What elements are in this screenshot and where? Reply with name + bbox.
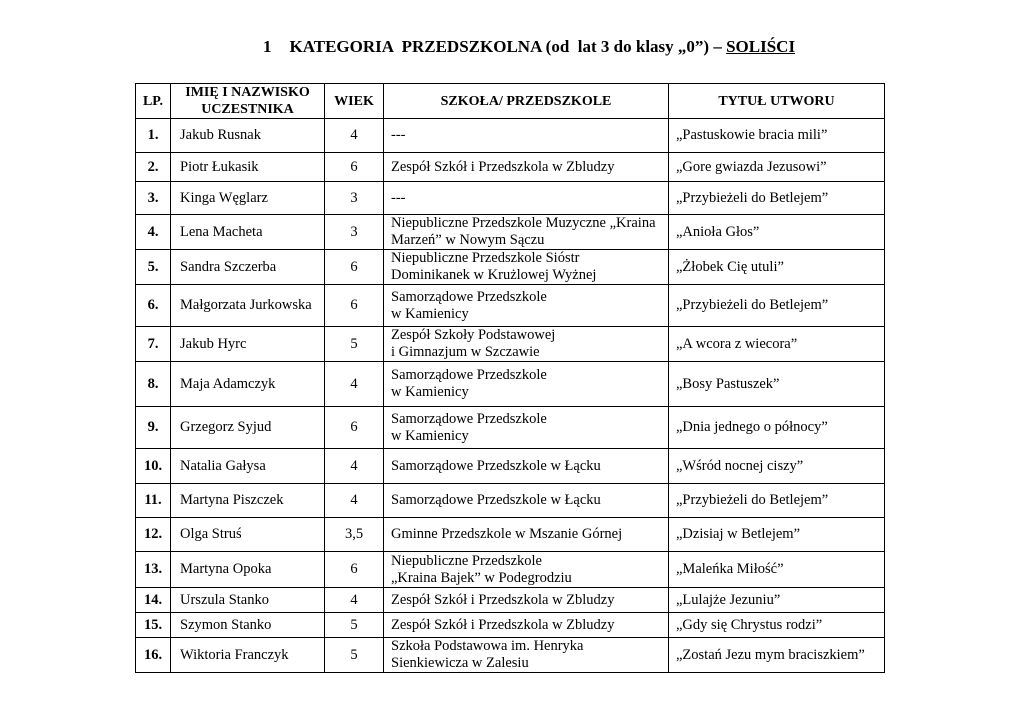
school-cell: [384, 552, 669, 588]
participant-name: Urszula Stanko: [171, 588, 325, 613]
school-line: w Kamienicy: [391, 427, 469, 444]
school-line: Niepubliczne Przedszkole: [391, 552, 542, 569]
school-line: Samorządowe Przedszkole: [391, 367, 547, 383]
school-line: Niepubliczne Przedszkole Sióstr: [391, 250, 580, 266]
song-title: „Lulajże Jezuniu”: [669, 588, 885, 613]
song-title: „Dnia jednego o północy”: [669, 407, 885, 449]
school-cell: [384, 215, 669, 250]
song-title: „Przybieżeli do Betlejem”: [669, 182, 885, 215]
participant-name: Kinga Węglarz: [171, 182, 325, 215]
participant-age: 5: [325, 327, 384, 362]
row-number: 2.: [136, 153, 171, 182]
participant-name: Wiktoria Franczyk: [171, 638, 325, 673]
school-line: Samorządowe Przedszkole w Łącku: [391, 492, 601, 508]
song-title: „Przybieżeli do Betlejem”: [669, 484, 885, 518]
participant-age: 5: [325, 613, 384, 638]
song-title: „Wśród nocnej ciszy”: [669, 449, 885, 484]
song-title: „Gore gwiazda Jezusowi”: [669, 153, 885, 182]
school-line: Samorządowe Przedszkole w Łącku: [391, 457, 601, 474]
participant-age: 6: [325, 552, 384, 588]
row-number: 8.: [136, 362, 171, 407]
participant-age: 4: [325, 362, 384, 407]
school-cell: [384, 119, 669, 153]
school-cell: [384, 250, 669, 285]
table-row: [136, 182, 885, 215]
row-number: 4.: [136, 215, 171, 250]
table-row: [136, 613, 885, 638]
row-number: 3.: [136, 182, 171, 215]
row-number: 13.: [136, 552, 171, 588]
header-name-line2: UCZESTNIKA: [201, 102, 294, 117]
school-line: ---: [391, 127, 406, 143]
table-row: [136, 285, 885, 327]
header-row: [136, 84, 885, 119]
header-lp: LP.: [136, 84, 171, 119]
table-row: [136, 638, 885, 673]
school-line: w Kamienicy: [391, 384, 469, 400]
song-title: „Anioła Głos”: [669, 215, 885, 250]
school-cell: [384, 285, 669, 327]
row-number: 11.: [136, 484, 171, 518]
header-name-line1: IMIĘ I NAZWISKO: [185, 85, 310, 100]
table-row: [136, 250, 885, 285]
row-number: 12.: [136, 518, 171, 552]
song-title: „Dzisiaj w Betlejem”: [669, 518, 885, 552]
school-line: Zespół Szkoły Podstawowej: [391, 327, 556, 343]
song-title: „Maleńka Miłość”: [669, 552, 885, 588]
participant-name: Małgorzata Jurkowska: [171, 285, 325, 327]
song-title: „Pastuskowie bracia mili”: [669, 119, 885, 153]
song-title: „A wcora z wiecora”: [669, 327, 885, 362]
song-title: „Przybieżeli do Betlejem”: [669, 285, 885, 327]
participant-name: Lena Macheta: [171, 215, 325, 250]
row-number: 16.: [136, 638, 171, 673]
table-row: [136, 484, 885, 518]
table-row: [136, 327, 885, 362]
school-cell: [384, 362, 669, 407]
participant-age: 4: [325, 484, 384, 518]
table-row: [136, 215, 885, 250]
school-cell: [384, 518, 669, 552]
table-header: [136, 84, 885, 119]
school-line: Niepubliczne Przedszkole Muzyczne „Kraina: [391, 215, 656, 231]
participant-age: 3: [325, 215, 384, 250]
participant-name: Olga Struś: [171, 518, 325, 552]
participant-name: Martyna Piszczek: [171, 484, 325, 518]
row-number: 9.: [136, 407, 171, 449]
school-line: Samorządowe Przedszkole: [391, 410, 547, 427]
participant-age: 6: [325, 407, 384, 449]
participant-age: 6: [325, 250, 384, 285]
school-cell: [384, 484, 669, 518]
row-number: 7.: [136, 327, 171, 362]
participant-age: 6: [325, 285, 384, 327]
school-line: Zespół Szkół i Przedszkola w Zbludzy: [391, 158, 615, 175]
table-row: [136, 449, 885, 484]
school-cell: [384, 153, 669, 182]
table-row: [136, 119, 885, 153]
school-line: Samorządowe Przedszkole: [391, 288, 547, 305]
participant-name: Sandra Szczerba: [171, 250, 325, 285]
school-line: Marzeń” w Nowym Sączu: [391, 232, 545, 248]
school-line: Sienkiewicza w Zalesiu: [391, 655, 529, 671]
school-cell: [384, 182, 669, 215]
participant-name: Martyna Opoka: [171, 552, 325, 588]
school-cell: [384, 638, 669, 673]
participant-name: Maja Adamczyk: [171, 362, 325, 407]
category-title: KATEGORIA PRZEDSZKOLNA (od lat 3 do klasy „0”) –: [289, 37, 727, 56]
table-row: [136, 588, 885, 613]
category-number: 1: [263, 37, 272, 56]
table-row: [136, 153, 885, 182]
header-song: TYTUŁ UTWORU: [669, 84, 885, 119]
table-body: [136, 119, 885, 673]
school-cell: [384, 449, 669, 484]
school-cell: [384, 407, 669, 449]
table-row: [136, 362, 885, 407]
school-line: „Kraina Bajek” w Podegrodziu: [391, 569, 572, 586]
row-number: 10.: [136, 449, 171, 484]
row-number: 14.: [136, 588, 171, 613]
participant-name: Szymon Stanko: [171, 613, 325, 638]
school-line: i Gimnazjum w Szczawie: [391, 344, 540, 360]
table-row: [136, 552, 885, 588]
school-line: Zespół Szkół i Przedszkola w Zbludzy: [391, 616, 615, 633]
school-line: Gminne Przedszkole w Mszanie Górnej: [391, 526, 623, 542]
row-number: 5.: [136, 250, 171, 285]
school-line: ---: [391, 189, 406, 206]
participant-name: Piotr Łukasik: [171, 153, 325, 182]
school-line: Szkoła Podstawowa im. Henryka: [391, 638, 584, 654]
school-cell: [384, 613, 669, 638]
participant-age: 4: [325, 119, 384, 153]
category-type: SOLIŚCI: [726, 37, 796, 56]
row-number: 15.: [136, 613, 171, 638]
page-title: [263, 37, 795, 57]
row-number: 1.: [136, 119, 171, 153]
school-line: w Kamienicy: [391, 305, 469, 322]
header-name: [171, 84, 325, 119]
row-number: 6.: [136, 285, 171, 327]
school-cell: [384, 327, 669, 362]
participant-age: 3,5: [325, 518, 384, 552]
participant-age: 5: [325, 638, 384, 673]
table-row: [136, 407, 885, 449]
school-cell: [384, 588, 669, 613]
song-title: „Żłobek Cię utuli”: [669, 250, 885, 285]
participant-age: 4: [325, 449, 384, 484]
school-line: Zespół Szkół i Przedszkola w Zbludzy: [391, 591, 615, 608]
song-title: „Zostań Jezu mym braciszkiem”: [669, 638, 885, 673]
participant-age: 6: [325, 153, 384, 182]
header-school: SZKOŁA/ PRZEDSZKOLE: [384, 84, 669, 119]
school-line: Dominikanek w Krużlowej Wyżnej: [391, 267, 597, 283]
participants-table: [135, 83, 885, 673]
table-row: [136, 518, 885, 552]
participant-name: Grzegorz Syjud: [171, 407, 325, 449]
participant-name: Jakub Hyrc: [171, 327, 325, 362]
song-title: „Gdy się Chrystus rodzi”: [669, 613, 885, 638]
participant-age: 4: [325, 588, 384, 613]
participant-name: Jakub Rusnak: [171, 119, 325, 153]
song-title: „Bosy Pastuszek”: [669, 362, 885, 407]
participant-name: Natalia Gałysa: [171, 449, 325, 484]
participant-age: 3: [325, 182, 384, 215]
header-age: WIEK: [325, 84, 384, 119]
